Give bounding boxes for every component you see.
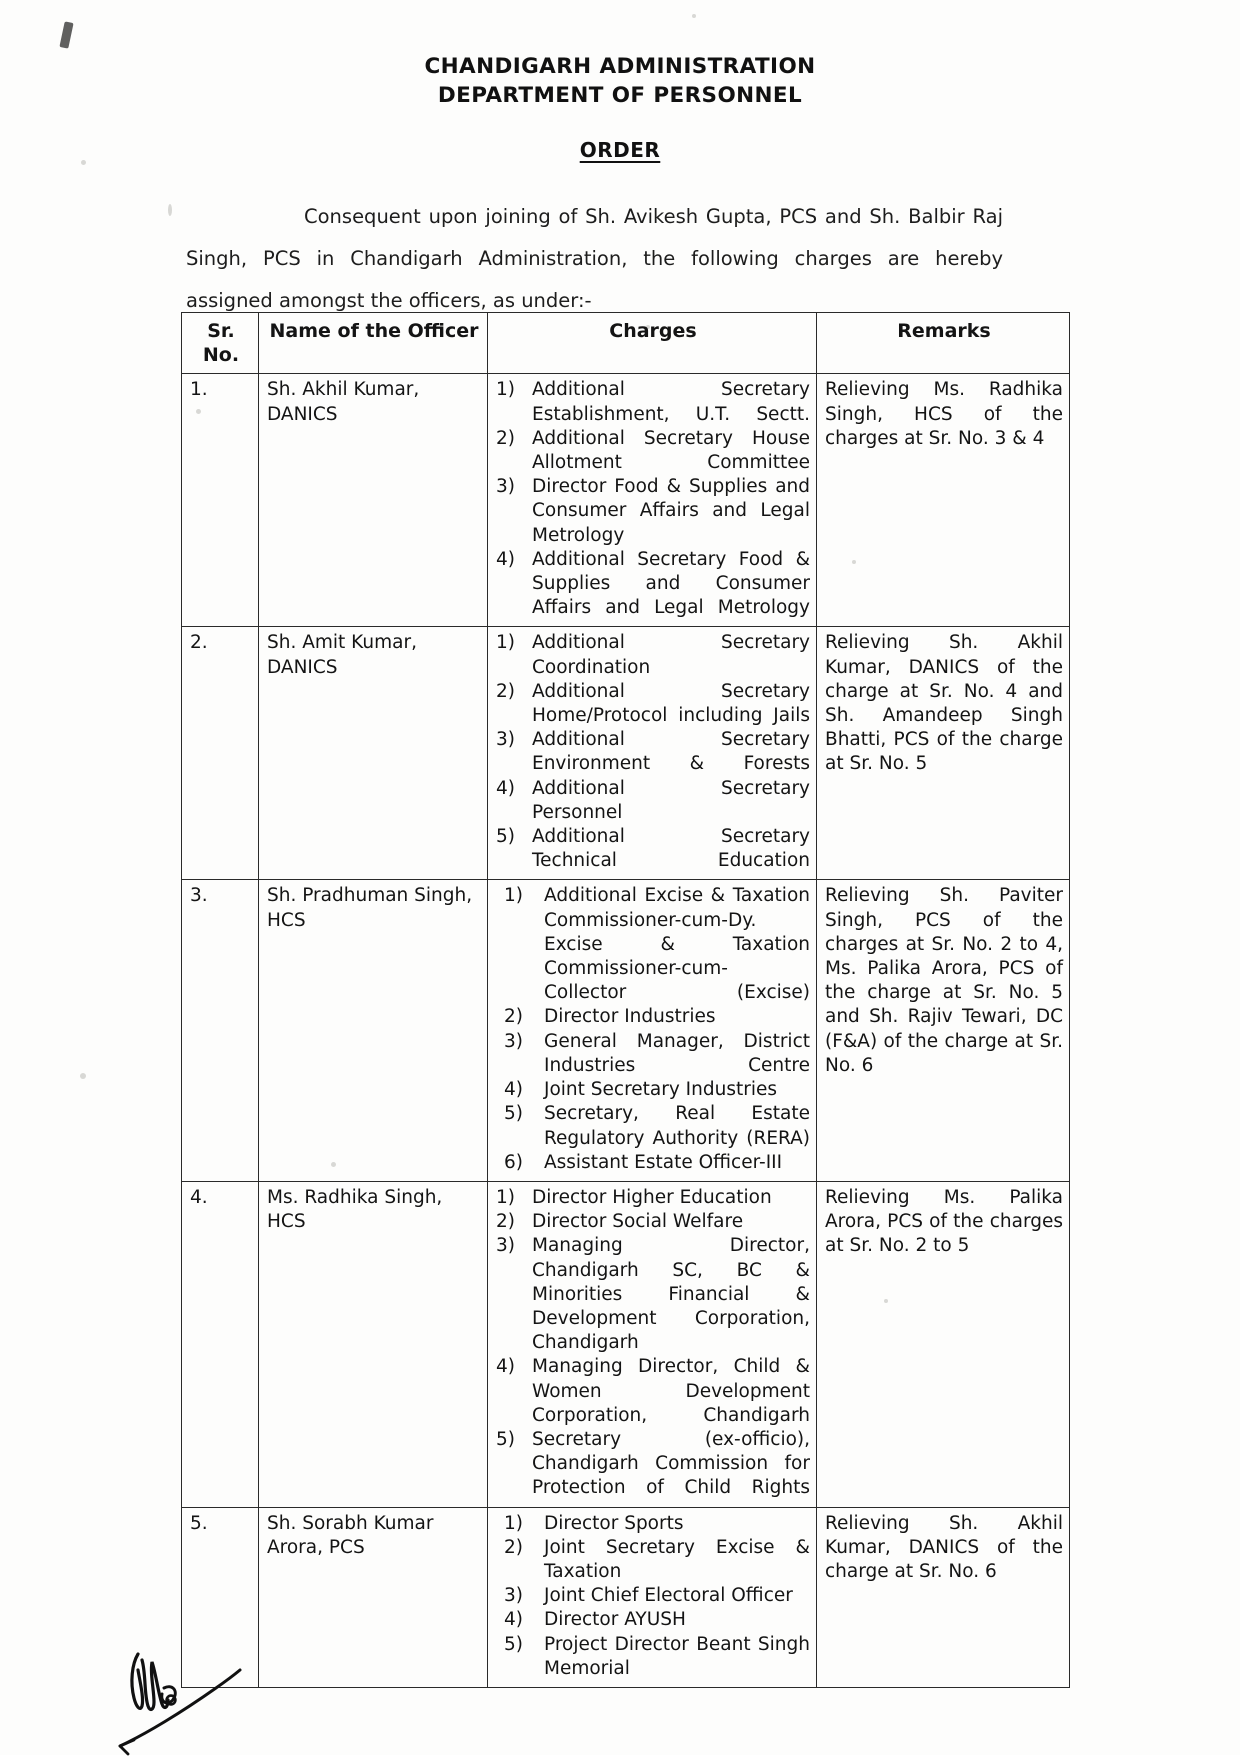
- charge-list: [496, 378, 810, 620]
- charge-marker: 5): [504, 1103, 523, 1125]
- charge-marker: 1): [496, 1186, 515, 1208]
- charge-marker: 5): [496, 826, 515, 848]
- charge-marker: 4): [496, 548, 515, 570]
- charge-marker: 4): [504, 1079, 523, 1101]
- charge-text: Additional Secretary Establishment, U.T. Sectt.: [532, 379, 810, 425]
- charge-text: Additional Secretary Personnel: [532, 777, 810, 823]
- charge-item: [496, 1078, 810, 1102]
- charge-marker: 3): [496, 1235, 515, 1257]
- charge-text: Project Director Beant Singh Memorial: [544, 1633, 810, 1679]
- charge-marker: 6): [504, 1151, 523, 1173]
- charge-list: [496, 1512, 810, 1681]
- charge-text: Director AYUSH: [544, 1609, 686, 1631]
- charge-item: [496, 680, 810, 728]
- table-header-row: [182, 313, 1070, 374]
- charge-marker: 4): [504, 1609, 523, 1631]
- scan-artifact-corner: [59, 21, 73, 48]
- charge-text: Managing Director, Child & Women Development Corporation, Chandigarh: [532, 1356, 810, 1426]
- charge-item: [496, 777, 810, 825]
- row-remarks: Relieving Sh. Paviter Singh, PCS of the charges at Sr. No. 2 to 4, Ms. Palika Arora, PCS of the charge at Sr. No. 5 and Sh. Rajiv Tewari, DC (F&A) of the charge at Sr. No. 6: [817, 880, 1070, 1181]
- charge-item: [496, 884, 810, 1005]
- charge-text: Managing Director, Chandigarh SC, BC & Minorities Financial & Development Corporation, Chandigarh: [532, 1235, 810, 1354]
- intro-paragraph: [186, 196, 1003, 322]
- charge-text: Director Higher Education: [532, 1186, 772, 1208]
- organization-name-line-2: DEPARTMENT OF PERSONNEL: [437, 83, 803, 108]
- charge-marker: 4): [496, 777, 515, 799]
- charge-text: Joint Secretary Industries: [544, 1079, 777, 1101]
- row-sr-no: 4.: [182, 1181, 259, 1507]
- charge-item: [496, 631, 810, 679]
- row-officer-name: Sh. Amit Kumar, DANICS: [259, 627, 488, 880]
- charge-text: General Manager, District Industries Centre: [544, 1030, 810, 1076]
- row-charges: [488, 880, 817, 1181]
- charge-marker: 2): [496, 427, 515, 449]
- charge-text: Additional Secretary House Allotment Committee: [532, 427, 810, 474]
- scan-speck: [692, 14, 696, 18]
- row-charges: [488, 1181, 817, 1507]
- row-officer-name: Sh. Akhil Kumar, DANICS: [259, 374, 488, 627]
- charge-text: Joint Chief Electoral Officer: [544, 1585, 793, 1607]
- charge-item: [496, 1584, 810, 1608]
- charge-item: [496, 1102, 810, 1150]
- charge-marker: 2): [504, 1536, 523, 1558]
- row-charges: [488, 1507, 817, 1687]
- charge-text: Director Food & Supplies and Consumer Affairs and Legal Metrology: [532, 476, 810, 546]
- charge-marker: 1): [504, 1512, 523, 1534]
- charge-item: [496, 548, 810, 621]
- charge-item: [496, 1355, 810, 1428]
- charge-marker: 1): [496, 632, 515, 654]
- charge-marker: 5): [504, 1633, 523, 1655]
- table-row: [182, 1181, 1070, 1507]
- charge-text: Director Social Welfare: [532, 1211, 744, 1233]
- sr-no-line-1: Sr.: [207, 320, 235, 342]
- intro-paragraph-text: Consequent upon joining of Sh. Avikesh Gupta, PCS and Sh. Balbir Raj Singh, PCS in Chandigarh Administration, the following charges are hereby assigned amongst the officers, as under:-: [186, 205, 1003, 312]
- charge-marker: 4): [496, 1356, 515, 1378]
- row-remarks: Relieving Sh. Akhil Kumar, DANICS of the charge at Sr. No. 6: [817, 1507, 1070, 1687]
- charge-item: [496, 1536, 810, 1584]
- charge-text: Director Industries: [544, 1006, 716, 1028]
- table-body: [182, 374, 1070, 1688]
- charge-item: [496, 378, 810, 426]
- table-row: [182, 880, 1070, 1181]
- row-remarks: Relieving Ms. Palika Arora, PCS of the charges at Sr. No. 2 to 5: [817, 1181, 1070, 1507]
- row-charges: [488, 374, 817, 627]
- charge-text: Assistant Estate Officer-III: [544, 1151, 783, 1173]
- row-officer-name: Sh. Sorabh Kumar Arora, PCS: [259, 1507, 488, 1687]
- charge-text: Secretary (ex-officio), Chandigarh Commission for Protection of Child Rights: [532, 1428, 810, 1499]
- column-header-remarks: Remarks: [817, 313, 1070, 374]
- charge-marker: 1): [504, 885, 523, 907]
- scan-speck: [168, 204, 172, 216]
- row-sr-no: 5.: [182, 1507, 259, 1687]
- organization-name-line-1: CHANDIGARH ADMINISTRATION: [424, 54, 816, 79]
- column-header-charges: Charges: [488, 313, 817, 374]
- row-officer-name: Ms. Radhika Singh, HCS: [259, 1181, 488, 1507]
- charge-marker: 1): [496, 379, 515, 401]
- charge-marker: 2): [496, 1211, 515, 1233]
- row-sr-no: 1.: [182, 374, 259, 627]
- charge-item: [496, 1151, 810, 1175]
- sr-no-line-2: No.: [202, 344, 240, 367]
- charge-item: [496, 1428, 810, 1501]
- charge-item: [496, 475, 810, 548]
- charge-text: Secretary, Real Estate Regulatory Authority (RERA): [544, 1103, 810, 1149]
- charge-marker: 5): [496, 1428, 515, 1450]
- charge-text: Additional Secretary Coordination: [532, 632, 810, 678]
- row-officer-name: Sh. Pradhuman Singh, HCS: [259, 880, 488, 1181]
- charge-item: [496, 1608, 810, 1632]
- charge-item: [496, 1210, 810, 1234]
- charges-assignment-table: [181, 312, 1070, 1688]
- charge-marker: 3): [496, 729, 515, 751]
- charge-item: [496, 1512, 810, 1536]
- charge-text: Additional Secretary Home/Protocol including Jails: [532, 680, 810, 727]
- charge-text: Additional Excise & Taxation Commissioner-cum-Dy. Excise & Taxation Commissioner-cum-Collector (Excise): [544, 885, 810, 1004]
- order-title: ORDER: [579, 138, 661, 162]
- charge-list: [496, 884, 810, 1174]
- column-header-sr-no: [182, 313, 259, 374]
- table-row: [182, 374, 1070, 627]
- scan-speck: [80, 1073, 86, 1079]
- row-remarks: Relieving Ms. Radhika Singh, HCS of the charges at Sr. No. 3 & 4: [817, 374, 1070, 627]
- charge-marker: 3): [504, 1585, 523, 1607]
- charge-text: Additional Secretary Food & Supplies and Consumer Affairs and Legal Metrology: [532, 548, 810, 619]
- charge-text: Additional Secretary Technical Education: [532, 826, 810, 872]
- document-header: [0, 52, 1240, 162]
- charge-text: Additional Secretary Environment & Forests: [532, 729, 810, 775]
- charge-item: [496, 728, 810, 776]
- row-sr-no: 2.: [182, 627, 259, 880]
- charge-item: [496, 1030, 810, 1078]
- row-charges: [488, 627, 817, 880]
- charge-item: [496, 825, 810, 873]
- charge-item: [496, 1234, 810, 1355]
- row-sr-no: 3.: [182, 880, 259, 1181]
- charge-list: [496, 1186, 810, 1501]
- charge-item: [496, 1186, 810, 1210]
- row-remarks: Relieving Sh. Akhil Kumar, DANICS of the charge at Sr. No. 4 and Sh. Amandeep Singh Bhatti, PCS of the charge at Sr. No. 5: [817, 627, 1070, 880]
- charge-list: [496, 631, 810, 873]
- charge-marker: 2): [496, 680, 515, 702]
- column-header-name: Name of the Officer: [259, 313, 488, 374]
- charge-marker: 3): [504, 1030, 523, 1052]
- table-row: [182, 627, 1070, 880]
- charge-text: Joint Secretary Excise & Taxation: [544, 1536, 810, 1582]
- signature-mark: [112, 1648, 322, 1756]
- charge-item: [496, 427, 810, 475]
- charge-item: [496, 1633, 810, 1681]
- charge-marker: 3): [496, 476, 515, 498]
- charge-marker: 2): [504, 1006, 523, 1028]
- charge-text: Director Sports: [544, 1512, 684, 1534]
- charge-item: [496, 1005, 810, 1029]
